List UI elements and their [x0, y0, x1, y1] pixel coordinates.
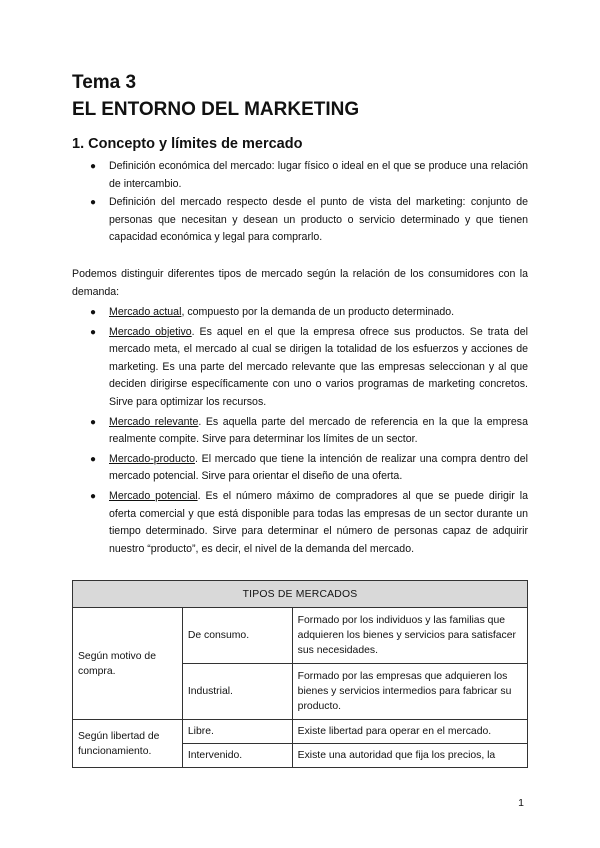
group-label: Según motivo de compra.	[73, 608, 183, 720]
bullet-icon: ●	[90, 326, 97, 338]
type-cell: Industrial.	[182, 664, 292, 720]
bullet-icon: ●	[90, 307, 97, 318]
table-header-row	[73, 581, 528, 608]
description-cell: Existe libertad para operar en el mercado.	[292, 720, 527, 744]
page-number: 1	[518, 797, 524, 809]
bullet-icon: ●	[90, 490, 97, 502]
list-item	[72, 451, 528, 486]
type-cell: De consumo.	[182, 608, 292, 664]
market-description: . Es el número máximo de compradores al que se puede dirigir la oferta comercial y que está disponible para todas las empresas de un sector durante un tiempo determinado. Sirve para determinar el número de personas capaz de adquirir nuestro “producto”, es decir, el nivel de la demanda del mercado.	[109, 489, 528, 555]
market-description: . El mercado que tiene la intención de realizar una compra dentro del mercado potencial. Sirve para orientar el diseño de una oferta.	[109, 452, 528, 483]
intro-paragraph: Podemos distinguir diferentes tipos de mercado según la relación de los consumidores con la demanda:	[72, 268, 528, 298]
market-description: . Es aquel en el que la empresa ofrece sus productos. Se trata del mercado meta, el mercado al cual se dirigen la totalidad de los esfuerzos y acciones de marketing. Es una parte del mercado relevante que las empresas seleccionan y al que deciden dirigirse específicamente con uno o varios programas de marketing concretos. Sirve para optimizar los recursos.	[109, 325, 528, 408]
type-cell: Intervenido.	[182, 744, 292, 768]
bullet-icon: ●	[90, 197, 97, 209]
market-term: Mercado relevante	[109, 415, 199, 428]
definition-text: Definición económica del mercado: lugar físico o ideal en el que se produce una relación de intercambio.	[109, 160, 528, 190]
market-types-table	[72, 580, 528, 768]
list-item	[72, 194, 528, 247]
market-description: . Es aquella parte del mercado de referencia en la que la empresa realmente compite. Sirve para determinar los límites de un sector.	[109, 415, 528, 446]
description-cell: Formado por los individuos y las familias que adquieren los bienes y servicios para satisfacer sus necesidades.	[292, 608, 527, 664]
market-term: Mercado-producto	[109, 452, 195, 465]
page-title: EL ENTORNO DEL MARKETING	[72, 99, 360, 120]
definition-text: Definición del mercado respecto desde el punto de vista del marketing: conjunto de personas que necesitan y desean un producto o servicio determinado y que tienen capacidad económica y legal para comprarlo.	[109, 196, 528, 244]
market-term: Mercado potencial	[109, 489, 198, 502]
market-type-list	[72, 304, 528, 560]
bullet-icon: ●	[90, 453, 97, 465]
section-heading: 1. Concepto y límites de mercado	[72, 136, 303, 152]
table-header: TIPOS DE MERCADOS	[73, 581, 528, 608]
market-term: Mercado actual	[109, 306, 182, 318]
list-item	[72, 304, 528, 322]
list-item	[72, 488, 528, 558]
definition-list	[72, 158, 528, 248]
market-description: , compuesto por la demanda de un producto determinado.	[181, 306, 455, 318]
topic-number: Tema 3	[72, 72, 137, 93]
description-cell: Existe una autoridad que fija los precios, la	[292, 744, 527, 768]
description-cell: Formado por las empresas que adquieren los bienes y servicios intermedios para fabricar su producto.	[292, 664, 527, 720]
table-row	[73, 720, 528, 744]
bullet-icon: ●	[90, 416, 97, 428]
bullet-icon: ●	[90, 161, 97, 172]
group-label: Según libertad de funcionamiento.	[73, 720, 183, 768]
list-item	[72, 414, 528, 449]
list-item	[72, 324, 528, 412]
table-row	[73, 608, 528, 664]
list-item	[72, 158, 528, 193]
type-cell: Libre.	[182, 720, 292, 744]
market-term: Mercado objetivo	[109, 325, 192, 338]
